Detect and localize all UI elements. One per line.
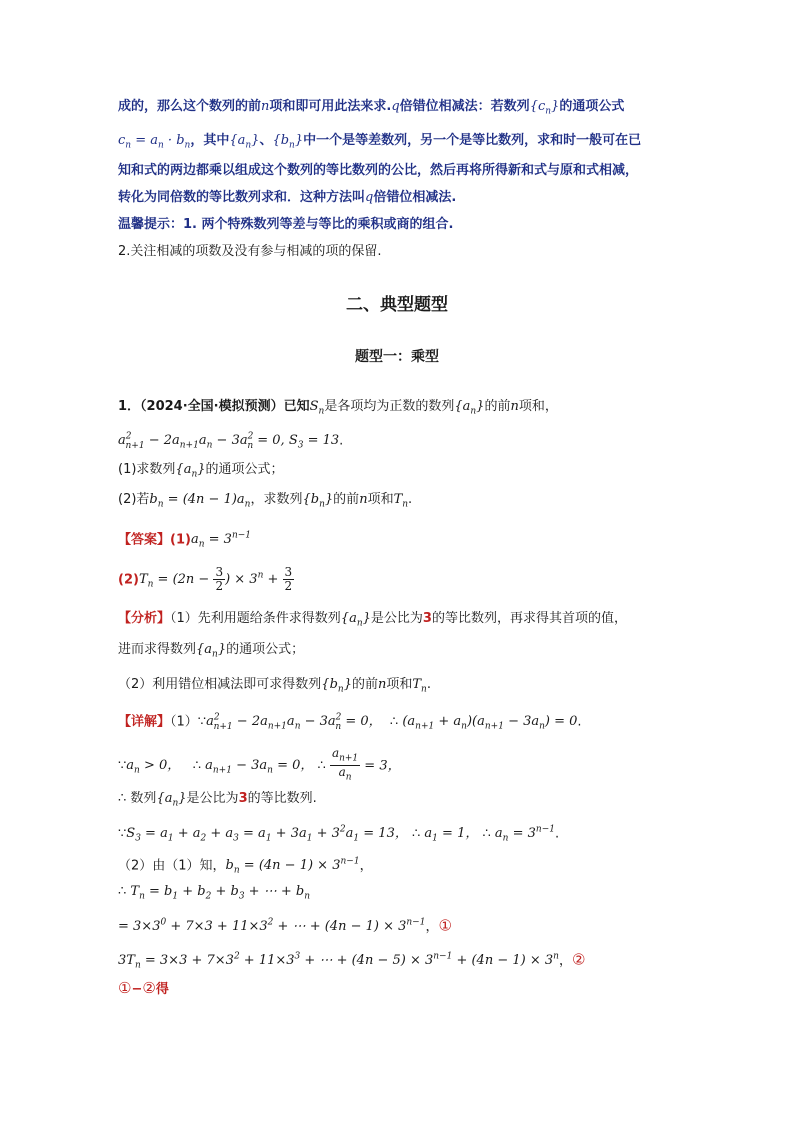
text: 中一个是等差数列，另一个是等比数列，求和时一般可在已 <box>303 133 642 148</box>
math: = 3×3 <box>118 919 161 935</box>
text: ， <box>425 919 439 935</box>
text: ，其中 <box>190 133 230 148</box>
math: c <box>118 133 126 148</box>
math: = 13 <box>303 433 340 449</box>
answer-part: (2) <box>118 572 139 588</box>
math-sub: n <box>402 499 409 510</box>
detail-line-7 <box>118 913 688 937</box>
math: {a <box>229 133 246 148</box>
math: − 3a <box>503 714 540 730</box>
math: · b <box>163 133 185 148</box>
analysis-line-3: （2）利用错位相减法即可求得数列$\{b_n\}$的前n项和$T_n$. <box>118 677 431 695</box>
math-sub: n <box>421 684 427 695</box>
text: (2)若 <box>118 492 150 507</box>
text: . <box>408 492 413 507</box>
math-sub: n <box>545 106 552 117</box>
math: + 3a <box>271 826 307 842</box>
detail-line-9 <box>118 978 688 1000</box>
math: {b <box>272 133 290 148</box>
math-sup: n−1 <box>433 952 453 962</box>
text: 得 <box>155 982 169 997</box>
answer-line-1 <box>118 526 688 555</box>
math: = a <box>238 826 266 842</box>
math: + 3 <box>312 826 340 842</box>
math: a <box>424 826 433 842</box>
math: = 13， <box>359 826 408 842</box>
analysis-line-2 <box>118 640 688 665</box>
math: } <box>551 99 560 114</box>
text: 倍错位相减法：若数列 <box>399 99 530 114</box>
question-1 <box>118 460 688 485</box>
because-symbol: ∵ <box>118 826 127 842</box>
intro-line-2 <box>118 131 688 156</box>
intro-line-4 <box>118 188 688 208</box>
math: − 2a <box>148 433 180 449</box>
math: } <box>476 399 485 414</box>
math: q <box>391 99 400 114</box>
math: = (4n − 1)a <box>163 492 245 507</box>
text: . <box>426 677 431 692</box>
math-sub: n <box>289 140 295 151</box>
math-sub: n <box>125 140 132 151</box>
math: } <box>197 462 206 477</box>
math-sub: n <box>470 406 477 417</box>
because-symbol: ∵ <box>118 758 127 774</box>
math: = 3 <box>204 532 232 548</box>
therefore-symbol: ∴ <box>118 791 127 806</box>
text: (1)求数列 <box>118 462 176 477</box>
text: 的通项公式； <box>205 462 284 477</box>
math-sup: n−1 <box>535 825 555 835</box>
detail-line-6: ∴ $T_n = b_1 + b_2 + b_3$ + ⋯ + $b_n$ <box>118 884 310 902</box>
fraction: $\frac{a_{n+1}}{a_n}$ <box>331 746 359 783</box>
math: T <box>130 884 140 899</box>
math: {a <box>196 642 213 657</box>
detail-label: 【详解】 <box>118 714 171 730</box>
math-sub: n <box>157 499 164 510</box>
math: + 11×3 <box>239 953 295 969</box>
math-sup: n <box>553 952 559 962</box>
math: a <box>126 758 135 774</box>
math-sub: n <box>147 579 154 590</box>
math: b <box>225 858 234 874</box>
text: 进而求得数列 <box>118 642 197 657</box>
therefore-symbol: ∴ <box>192 758 201 774</box>
math: T <box>138 572 148 588</box>
math-sub: n <box>172 798 179 809</box>
analysis-label: 【分析】 <box>118 611 171 626</box>
math: a <box>494 826 503 842</box>
text: 项和即可用此法来求. <box>269 99 392 114</box>
math: } <box>217 642 227 657</box>
math: = 1， <box>437 826 479 842</box>
math-sub: n <box>356 618 363 629</box>
text: 、 <box>259 133 273 148</box>
text: 的通项公式 <box>559 99 625 114</box>
math-sub: n <box>318 406 325 417</box>
section-title: 二、典型题型 <box>346 295 448 315</box>
problem-line-1 <box>118 397 688 422</box>
math: > 0， <box>139 758 181 774</box>
text: 的通项公式； <box>226 642 305 657</box>
math: )(a <box>466 714 485 730</box>
text: ， <box>558 953 572 969</box>
highlight: 3 <box>422 611 432 626</box>
text: 的前 <box>351 677 378 692</box>
math: + b <box>211 884 239 899</box>
tip-line-1: 温馨提示：1. 两个特殊数列等差与等比的乘积或商的组合. <box>118 217 454 232</box>
math: ) = 0 <box>544 714 578 730</box>
text: 的等比数列. <box>247 791 317 806</box>
math: S <box>309 399 319 414</box>
math: + b <box>178 884 206 899</box>
math: {a <box>156 791 173 806</box>
math: = (4n − 1) × 3 <box>239 858 341 874</box>
math-sup: n−1 <box>231 531 252 541</box>
math-sub: n <box>337 684 344 695</box>
text: 数列 <box>130 791 157 806</box>
therefore-symbol: ∴ <box>482 826 491 842</box>
math: q <box>365 190 374 205</box>
marker-1: ① <box>438 916 452 935</box>
math: {a <box>454 399 471 414</box>
math-sup: n <box>257 571 264 581</box>
math: n <box>359 492 368 507</box>
math: = a <box>140 826 168 842</box>
detail-line-3 <box>118 789 688 814</box>
math: = b <box>144 884 173 899</box>
math-sub: n <box>184 140 191 151</box>
fraction: $\frac{3}{2}$ <box>215 565 224 594</box>
math: = (2n − <box>153 572 214 588</box>
math: = a <box>131 133 158 148</box>
text: （1） <box>170 714 198 730</box>
math: } <box>362 611 371 626</box>
text: （2）由（1）知， <box>118 858 226 874</box>
math: + <box>263 572 283 588</box>
tip-line-2: 2.关注相减的项数及没有参与相减的项的保留. <box>118 244 382 259</box>
because-symbol: ∵ <box>197 714 207 730</box>
math-sup: 2 <box>267 918 274 928</box>
text: 的前 <box>484 399 511 414</box>
answer-label: 【答案】 <box>118 532 171 548</box>
math: } <box>251 133 260 148</box>
math: T <box>412 677 422 692</box>
math: = 0， <box>341 714 382 730</box>
math: ) × 3 <box>225 572 258 588</box>
math: = 3×3 + 7×3 <box>140 953 234 969</box>
math-sup: n−1 <box>340 857 360 867</box>
minus: − <box>131 982 143 997</box>
math-sub: n <box>245 140 252 151</box>
math: − 3a <box>304 714 336 730</box>
intro-line-3: 知和式的两边都乘以组成这个数列的等比数列的公比，然后再将所得新和式与原和式相减， <box>118 163 639 178</box>
math: b <box>149 492 158 507</box>
math: b <box>310 492 320 507</box>
math-sub: n <box>244 499 251 510</box>
math: a <box>190 532 199 548</box>
text: 是公比为 <box>370 611 423 626</box>
marker-2: ② <box>571 950 586 969</box>
math: + ⋯ + (4n − 1) × 3 <box>273 919 407 935</box>
math: n <box>261 99 270 114</box>
math: a <box>345 826 354 842</box>
math: = 3， <box>360 758 401 774</box>
text: 项和 <box>386 677 413 692</box>
problem-number: 1．（2024·全国·模拟预测）已知 <box>118 399 310 414</box>
marker-2: ② <box>142 979 156 997</box>
math-sub: n <box>158 140 164 151</box>
text: 是各项均为正数的数列 <box>324 399 455 414</box>
analysis-line-1 <box>118 609 688 634</box>
math-sub: n <box>198 539 205 550</box>
detail-line-5: （2）由（1）知，$b_n = (4n - 1) \times 3^{n-1}$， <box>118 857 373 876</box>
math: + a <box>434 714 462 730</box>
text: （2）利用错位相减法即可求得数列 <box>118 677 322 692</box>
math-sub: 3 <box>297 440 304 451</box>
text: ， <box>359 858 373 874</box>
math: (a <box>402 714 416 730</box>
text: 项和， <box>518 399 558 414</box>
detail-line-2: $\because a_n > 0$， ∴ $a_{n+1} - 3a_n = 0$， ∴ $\frac{a_{n+1}}{a_n}$ = 3， <box>118 746 401 783</box>
highlight: 3 <box>238 791 248 806</box>
therefore-symbol: ∴ <box>317 758 326 774</box>
math: − 3a <box>231 758 268 774</box>
math: S <box>126 826 136 842</box>
math: + ⋯ + b <box>244 884 305 899</box>
math: + (4n − 1) × 3 <box>452 953 554 969</box>
math: = 0， <box>272 758 314 774</box>
math: = 0, S <box>257 433 298 449</box>
math: {c <box>529 99 546 114</box>
answer-line-2 <box>118 566 688 595</box>
marker-1: ① <box>118 979 132 997</box>
math: b <box>329 677 338 692</box>
math-sub: n <box>212 649 218 660</box>
math: 3T <box>118 953 135 969</box>
text: ，求数列 <box>250 492 303 507</box>
math: } <box>294 133 304 148</box>
text: 转化为同倍数的等比数列求和．这种方法叫 <box>118 190 366 205</box>
problem-equation: $a^2_{n+1} - 2a_{n+1}a_n - 3a^2_n = 0$, $S_3 = 13$. <box>118 432 344 451</box>
math: } <box>178 791 187 806</box>
math-sup: 0 <box>160 918 167 928</box>
math-sub: n <box>191 469 198 480</box>
text: （1）先利用题给条件求得数列 <box>170 611 341 626</box>
detail-line-4: $\because S_3 = a_1 + a_2 + a_3 = a_1 + 3a_1 + 3^2a_1 = 13$， ∴ $a_1 = 1$， ∴ $a_n = 3^{n-1}$. <box>118 825 560 844</box>
therefore-symbol: ∴ <box>118 884 127 899</box>
math-sup: n−1 <box>406 918 426 928</box>
math: {a <box>340 611 357 626</box>
math-sup: 2 <box>233 952 240 962</box>
detail-line-1: 【详解】$(1)\because a^2_{n+1} - 2a_{n+1}a_n - 3a^2_n = 0$， ∴ $(a_{n+1} + a_n)(a_{n+1} - 3a_n) = 0$. <box>118 713 582 732</box>
text: 成的，那么这个数列的前 <box>118 99 262 114</box>
math: + 7×3 + 11×3 <box>166 919 268 935</box>
math-sup: 3 <box>294 952 301 962</box>
text: 倍错位相减法. <box>373 190 457 205</box>
text: 是公比为 <box>186 791 239 806</box>
text: 项和 <box>367 492 394 507</box>
answer-part: (1) <box>170 532 191 548</box>
math: T <box>393 492 403 507</box>
math-sub: n <box>319 499 325 510</box>
math: {a <box>175 462 192 477</box>
therefore-symbol: ∴ <box>389 714 399 730</box>
math: = 3 <box>508 826 536 842</box>
question-2: (2)若$b_n = (4n - 1)a_n$，求数列$\{b_n\}$的前n项和$T_n$. <box>118 492 413 510</box>
math: n <box>377 677 387 692</box>
detail-line-8: $3T_n = 3\times 3 + 7\times 3^2 + 11\times 3^3$ + ⋯ + $(4n - 5) \times 3^{n-1} + (4n - 1) \times 3^n$，② <box>118 950 586 971</box>
intro-line-1 <box>118 97 688 122</box>
math: n <box>510 399 519 414</box>
math: + ⋯ + (4n − 5) × 3 <box>300 953 434 969</box>
text: . <box>554 826 560 842</box>
text: 的等比数列，再求得其首项的值， <box>431 611 627 626</box>
therefore-symbol: ∴ <box>411 826 421 842</box>
fraction: $\frac{3}{2}$ <box>284 565 293 594</box>
type-title: 题型一：乘型 <box>355 349 439 365</box>
text: 的前 <box>333 492 360 507</box>
